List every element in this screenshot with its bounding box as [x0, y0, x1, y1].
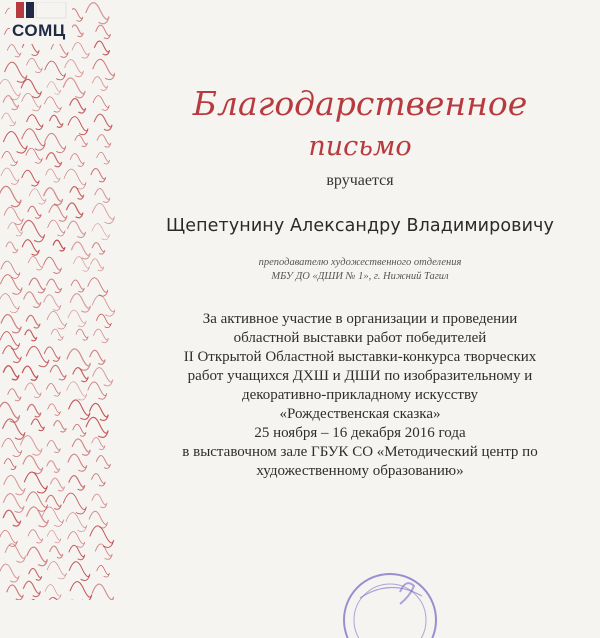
calligraphy-flourish [0, 530, 17, 546]
recipient-position [180, 256, 540, 284]
calligraphy-flourish [68, 454, 87, 471]
calligraphy-flourish [94, 41, 109, 55]
calligraphy-flourish [47, 311, 67, 329]
calligraphy-flourish [44, 97, 61, 112]
body-line: «Рождественская сказка» [130, 405, 590, 424]
body-line: II Открытой Областной выставки-конкурса творческих [130, 348, 590, 367]
calligraphy-flourish [6, 242, 18, 253]
calligraphy-flourish [3, 346, 22, 363]
calligraphy-flourish [48, 220, 66, 236]
position-line: преподавателю художественного отделения [180, 256, 540, 270]
calligraphy-flourish [63, 78, 85, 98]
recipient-name: Щепетунину Александру Владимировичу [130, 216, 590, 236]
calligraphy-flourish [94, 114, 112, 130]
calligraphy-flourish [72, 439, 90, 455]
calligraphy-flourish [47, 562, 66, 579]
calligraphy-flourish [29, 278, 45, 293]
calligraphy-flourish [70, 294, 90, 312]
calligraphy-flourish [92, 494, 107, 508]
calligraphy-flourish [49, 205, 67, 222]
logo-text: СОМЦ [12, 21, 72, 41]
calligraphy-flourish [8, 389, 21, 401]
calligraphy-flourish [68, 532, 85, 548]
calligraphy-flourish [1, 168, 19, 184]
calligraphy-flourish [4, 475, 26, 494]
calligraphy-flourish [42, 507, 63, 526]
calligraphy-flourish [92, 203, 114, 223]
calligraphy-flourish [29, 568, 42, 580]
calligraphy-flourish [24, 472, 47, 493]
calligraphy-flourish [48, 404, 61, 416]
calligraphy-flourish [66, 203, 83, 218]
calligraphy-flourish [3, 419, 25, 439]
letter-body [130, 310, 590, 481]
calligraphy-flourish [76, 329, 88, 340]
calligraphy-flourish [47, 530, 61, 542]
calligraphy-flourish [46, 153, 62, 167]
calligraphy-flourish [0, 275, 22, 295]
calligraphy-flourish [70, 99, 86, 113]
calligraphy-flourish [0, 294, 19, 313]
calligraphy-flourish [29, 189, 46, 204]
calligraphy-flourish [8, 222, 23, 236]
document-title: Благодарственное [180, 86, 540, 122]
calligraphy-flourish [69, 562, 90, 581]
official-stamp [330, 558, 450, 638]
calligraphy-flourish [88, 278, 108, 296]
calligraphy-flourish [70, 25, 83, 37]
body-line: в выставочном зале ГБУК СО «Методический центр по [130, 443, 590, 462]
body-line: работ учащихся ДХШ и ДШИ по изобразительному и [130, 367, 590, 386]
calligraphy-flourish [50, 478, 64, 491]
calligraphy-flourish [75, 135, 88, 146]
calligraphy-flourish [53, 240, 65, 251]
calligraphy-flourish [0, 186, 21, 206]
calligraphy-flourish [47, 440, 60, 452]
calligraphy-flourish [90, 350, 106, 364]
calligraphy-border-pattern [0, 0, 115, 600]
calligraphy-flourish [50, 546, 63, 558]
calligraphy-flourish [69, 400, 90, 419]
calligraphy-flourish [96, 25, 111, 38]
body-line: художественному образованию» [130, 462, 590, 481]
calligraphy-flourish [47, 82, 61, 95]
calligraphy-flourish [3, 366, 19, 380]
calligraphy-flourish [67, 349, 91, 370]
calligraphy-flourish [28, 206, 41, 218]
calligraphy-flourish [51, 329, 63, 340]
calligraphy-flourish [26, 315, 40, 328]
calligraphy-flourish [46, 384, 60, 397]
calligraphy-flourish [46, 279, 61, 293]
calligraphy-flourish [65, 60, 84, 77]
calligraphy-flourish [7, 585, 24, 600]
calligraphy-flourish [97, 565, 110, 577]
calligraphy-flourish [93, 368, 113, 386]
calligraphy-flourish [24, 292, 41, 308]
awarded-label: вручается [220, 172, 500, 190]
calligraphy-flourish [70, 582, 92, 600]
calligraphy-flourish [23, 581, 40, 596]
calligraphy-flourish [63, 493, 86, 514]
calligraphy-flourish [54, 421, 67, 432]
calligraphy-flourish [26, 346, 49, 366]
calligraphy-flourish [2, 113, 16, 126]
organization-logo [10, 0, 72, 44]
calligraphy-flourish [51, 42, 68, 58]
calligraphy-flourish [3, 494, 24, 513]
calligraphy-flourish [93, 329, 108, 343]
calligraphy-flourish [27, 404, 41, 416]
calligraphy-flourish [50, 365, 66, 380]
calligraphy-flourish [97, 152, 110, 164]
calligraphy-flourish [69, 476, 85, 491]
calligraphy-flourish [0, 564, 19, 582]
calligraphy-flourish [28, 530, 43, 543]
calligraphy-flourish [50, 115, 63, 127]
body-line: 25 ноября – 16 декабря 2016 года [130, 424, 590, 443]
calligraphy-flourish [2, 438, 22, 456]
calligraphy-flourish [7, 45, 21, 57]
document-title-line2: письмо [230, 132, 490, 162]
body-line: За активное участие в организации и проведении [130, 310, 590, 329]
calligraphy-flourish [44, 295, 61, 311]
calligraphy-flourish [0, 332, 20, 350]
calligraphy-flourish [4, 459, 16, 470]
position-line: МБУ ДО «ДШИ № 1», г. Нижний Тагил [180, 270, 540, 284]
calligraphy-flourish [28, 256, 43, 269]
calligraphy-flourish [3, 96, 19, 110]
calligraphy-flourish [91, 169, 106, 182]
calligraphy-flourish [45, 585, 61, 600]
calligraphy-flourish [95, 189, 110, 203]
calligraphy-flourish [27, 547, 48, 566]
calligraphy-flourish [26, 58, 42, 72]
calligraphy-flourish [70, 154, 84, 167]
calligraphy-flourish [92, 243, 105, 255]
calligraphy-flourish [66, 513, 87, 532]
calligraphy-flourish [44, 188, 63, 205]
calligraphy-flourish [91, 474, 105, 486]
calligraphy-flourish [43, 257, 61, 273]
calligraphy-flourish [27, 115, 44, 130]
calligraphy-border [0, 0, 115, 600]
calligraphy-flourish [5, 62, 27, 82]
calligraphy-flourish [2, 151, 18, 165]
calligraphy-flourish [5, 544, 26, 563]
calligraphy-flourish [70, 187, 84, 200]
calligraphy-flourish [44, 133, 65, 152]
body-line: декоративно-прикладному искусству [130, 386, 590, 405]
body-line: областной выставки работ победителей [130, 329, 590, 348]
calligraphy-flourish [68, 117, 88, 135]
calligraphy-flourish [92, 584, 114, 600]
calligraphy-flourish [92, 438, 105, 450]
calligraphy-flourish [22, 93, 41, 111]
calligraphy-flourish [67, 221, 85, 237]
calligraphy-flourish [92, 224, 110, 240]
calligraphy-flourish [22, 366, 38, 380]
calligraphy-flourish [91, 259, 104, 271]
calligraphy-flourish [4, 207, 23, 224]
calligraphy-flourish [47, 461, 60, 473]
calligraphy-flourish [1, 315, 21, 333]
calligraphy-flourish [68, 310, 86, 326]
calligraphy-flourish [92, 295, 115, 316]
calligraphy-flourish [25, 330, 37, 341]
calligraphy-flourish [72, 43, 89, 59]
calligraphy-flourish [20, 436, 42, 456]
calligraphy-flourish [22, 170, 39, 186]
calligraphy-flourish [73, 424, 86, 436]
calligraphy-flourish [95, 544, 112, 559]
calligraphy-flourish [44, 347, 60, 361]
calligraphy-flourish [45, 61, 66, 80]
calligraphy-flourish [21, 220, 45, 241]
calligraphy-flourish [69, 545, 85, 559]
calligraphy-flourish [86, 3, 109, 24]
calligraphy-flourish [96, 456, 110, 469]
calligraphy-flourish [22, 129, 46, 150]
calligraphy-flourish [23, 456, 43, 474]
calligraphy-flourish [45, 169, 60, 182]
calligraphy-flourish [93, 96, 109, 111]
calligraphy-flourish [31, 419, 44, 431]
calligraphy-flourish [97, 135, 111, 148]
calligraphy-flourish [67, 382, 87, 400]
calligraphy-flourish [71, 242, 90, 259]
calligraphy-flourish [71, 280, 84, 292]
calligraphy-flourish [25, 383, 41, 398]
